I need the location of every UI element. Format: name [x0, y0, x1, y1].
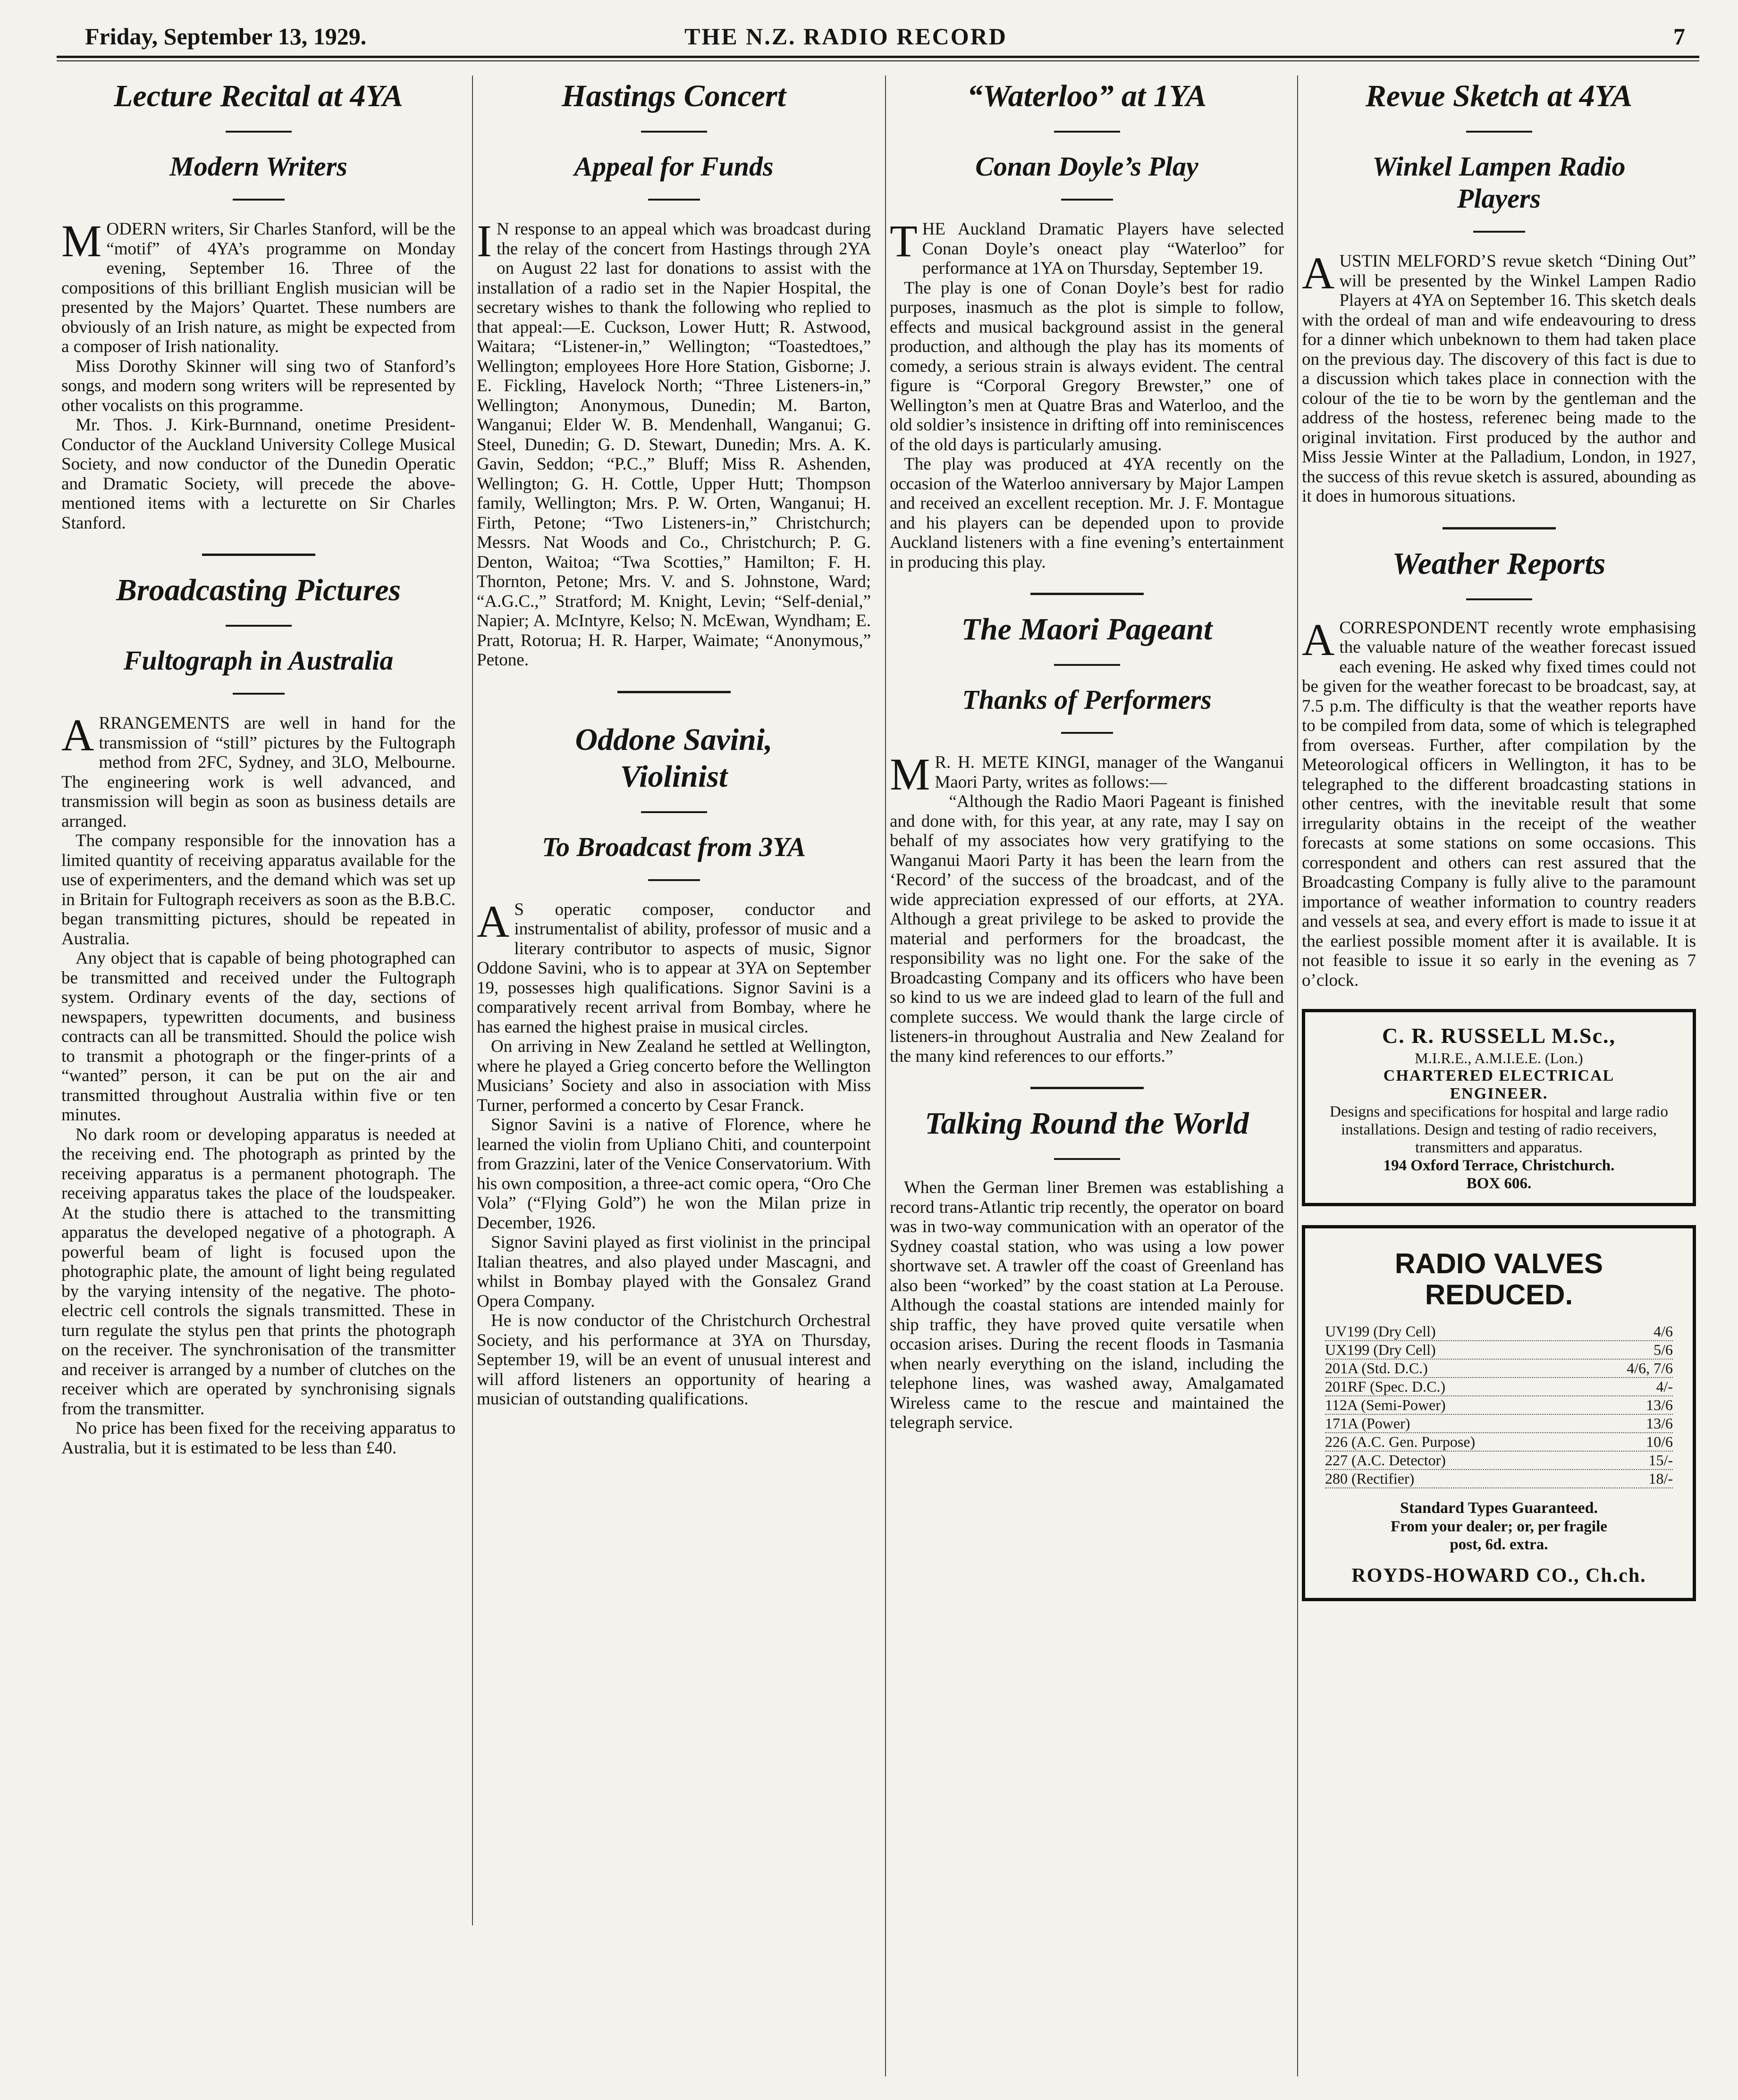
- article-waterloo: [890, 78, 1284, 572]
- issue-date: Friday, September 13, 1929.: [85, 23, 367, 50]
- valve-row: UX199 (Dry Cell) 5/6: [1325, 1341, 1673, 1360]
- article-broadcasting-pictures: [61, 572, 456, 1458]
- headline: Revue Sketch at 4YA: [1365, 79, 1633, 113]
- paragraph: AUSTIN MELFORD’S revue sketch “Dining Out” will be presented by the Winkel Lampen Radio Players at 4YA on September 16. This sketch deals with the ordeal of man and wife endeavouring to dress for a dinner which unbeknown to them had taken place on the previous day. The discovery of this fact is due to a discussion which takes place in connection with the colour of the tie to be worn by the gentleman and the address of the hostess, referenec being made to the original invitation. First produced by the author and Miss Jessie Winter at the Palladium, London, in 1927, the success of this revue sketch is assured, abounding as it does in humorous situations.: [1302, 248, 1696, 506]
- paragraph: ACORRESPONDENT recently wrote emphasising the valuable nature of the weather forecast issued each evening. He asked why fixed times could not be given for the weather forecast to be broadcast, say, at 7.5 p.m. The difficulty is that the weather reports have to be compiled from data, some of which is telegraphed from overseas. Further, after compilation by the Meteorological officers in Wellington, it has to be telegraphed to the different broadcasting stations in other centres, with the inevitable result that some irregularity obtains in the receipt of the weather forecasts at some stations on some occasions. This correspondent and others can rest assured that the Broadcasting Company is fully alive to the paramount importance of weather information to country readers and vessels at sea, and every effort is made to issue it at the earliest possible moment after it is available. It is not feasible to issue it so early in the evening as 7 o’clock.: [1302, 614, 1696, 990]
- drop-cap: I: [477, 216, 492, 266]
- ad-address: 194 Oxford Terrace, Christchurch.: [1383, 1157, 1615, 1174]
- headline: “Waterloo” at 1YA: [967, 79, 1207, 113]
- masthead: [57, 19, 1695, 53]
- headline: Broadcasting Pictures: [116, 573, 401, 607]
- paragraph: A S operatic composer, conductor and instrumentalist of ability, professor of music and a literary contributor to aspects of music, Signor Oddone Savini, who is to appear at 3YA on September 19, possesses high qualifications. Signor Savini is a comparatively recent arrival from Bombay, where he has earned the highest praise in musical circles.: [477, 896, 871, 1037]
- drop-cap: A: [1302, 614, 1335, 665]
- paragraph: Any object that is capable of being photographed can be transmitted and received under the Fultograph system. Ordinary events of the day, sections of newspapers, typewritten documents, and business contracts can all be transmitted. Should the police wish to transmit a photograph or the finger-prints of a “wanted” person, it can be put on the air and transmitted throughout Australia within five or ten minutes.: [61, 949, 456, 1125]
- ad-name: C. R. RUSSELL M.Sc.,: [1382, 1024, 1616, 1048]
- rule: [233, 693, 285, 695]
- article-separator: [1030, 593, 1144, 595]
- subheadline: To Broadcast from 3YA: [541, 831, 806, 862]
- headline: Weather Reports: [1392, 546, 1606, 581]
- column-divider: [472, 76, 473, 1925]
- paragraph: The company responsible for the innovation has a limited quantity of receiving apparatus available for the use of experimenters, and the demand which was set up in Britain for Fultograph receivers as soon as the B.B.C. began transmitting pictures, should be repeated in Australia.: [61, 831, 456, 949]
- paragraph: Signor Savini is a native of Florence, where he learned the violin from Upliano Chiti, and counterpoint from Grazzini, later of the Venice Conservatorium. With his own composition, a three-act comic opera, “Oro Che Vola” (“Flying Gold”) he won the Milan prize in December, 1926.: [477, 1115, 871, 1233]
- valve-row: 201A (Std. D.C.) 4/6, 7/6: [1325, 1360, 1673, 1378]
- subheadline: Modern Writers: [169, 151, 347, 182]
- headline: Hastings Concert: [562, 79, 786, 113]
- paragraph: “Although the Radio Maori Pageant is finished and done with, for this year, at any rate, may I say on behalf of my associates how very gratifying to the Wanganui Maori Party it has been the learn from the ‘Record’ of the success of the broadcast, and of the wide appreciation expressed of our efforts, at 2YA. Although a great privilege to be asked to provide the material and performers for the broadcast, the responsibility was no light one. For the sake of the Broadcasting Company and its officers who have been so kind to us we are indeed glad to learn of the full and complete success. We would thank the large circle of listeners-in throughout Australia and New Zealand for the many kind references to our efforts.”: [890, 792, 1284, 1066]
- paragraph: I N response to an appeal which was broadcast during the relay of the concert from Hastings through 2YA on August 22 last for donations to assist with the installation of a radio set in the Napier Hospital, the secretary wishes to thank the following who replied to that appeal:—E. Cuckson, Lower Hutt; R. Astwood, Waitara; “Listener-in,” Wellington; “Toastedtoes,” Wellington; employees Hore Hore Station, Gisborne; J. E. Fickling, Havelock North; “Three Listeners-in,” Wellington; Anonymous, Dunedin; M. Barton, Wanganui; Elder W. B. Mendenhall, Wanganui; G. Steel, Dunedin; G. D. Stewart, Dunedin; Mrs. A. K. Gavin, Seddon; “P.C.,” Bluff; Miss R. Ashenden, Wellington; G. H. Cottle, Upper Hutt; Thompson family, Wellington; Mrs. P. W. Orten, Wanganui; H. Firth, Petone; “Two Listeners-in,” Christchurch; Messrs. Nat Woods and Co., Christchurch; P. G. Denton, Waitoa; “Twa Scotties,” Hamilton; F. H. Thornton, Petone; Mrs. V. and S. Johnstone, Ward; “A.G.C.,” Stratford; M. Knight, Levin; “Self-denial,” Napier; A. McIntyre, Kelso; N. McEwan, Wyndham; E. Pratt, Rotorua; H. R. Harper, Waimate; “Anonymous,” Petone.: [477, 216, 871, 670]
- rule: [1466, 131, 1532, 133]
- ad-firm-name: ROYDS-HOWARD CO., Ch.ch.: [1351, 1565, 1646, 1587]
- ad-title: RADIO VALVES: [1394, 1248, 1603, 1279]
- article-separator: [1443, 527, 1556, 529]
- ad-qualifications: M.I.R.E., A.M.I.E.E. (Lon.): [1415, 1050, 1583, 1067]
- paragraph: M R. H. METE KINGI, manager of the Wanganui Maori Party, writes as follows:—: [890, 749, 1284, 799]
- article-lecture-recital: [61, 78, 456, 533]
- rule: [226, 131, 292, 133]
- advertisement-russell: [1302, 1009, 1696, 1206]
- paragraph: THE Auckland Dramatic Players have selected Conan Doyle’s oneact play “Waterloo” for performance at 1YA on Thursday, September 19.: [890, 216, 1284, 278]
- column-1: [61, 68, 456, 2079]
- valve-row: 171A (Power) 13/6: [1325, 1415, 1673, 1433]
- rule: [1473, 231, 1525, 233]
- article-weather-reports: [1302, 546, 1696, 991]
- headline: Talking Round the World: [925, 1106, 1249, 1141]
- valve-row: 226 (A.C. Gen. Purpose) 10/6: [1325, 1433, 1673, 1452]
- ad-box: BOX 606.: [1466, 1175, 1532, 1192]
- paragraph: The play is one of Conan Doyle’s best for radio purposes, inasmuch as the plot is simple to follow, effects and musical background assist in the general production, and although the play has its moments of comedy, a serious strain is always evident. The central figure is “Corporal Gregory Brewster,” one of Wellington’s men at Quatre Bras and Waterloo, and the old soldier’s insistence in drifting off into reminiscences of the old days is particularly amusing.: [890, 278, 1284, 454]
- rule: [233, 199, 285, 201]
- paragraph: Miss Dorothy Skinner will sing two of Stanford’s songs, and modern song writers will be represented by other vocalists on this programme.: [61, 356, 456, 415]
- ad-guarantee: Standard Types Guaranteed.: [1400, 1499, 1598, 1517]
- masthead-rule-thin: [57, 60, 1699, 61]
- headline: The Maori Pageant: [961, 612, 1213, 647]
- article-maori-pageant: [890, 611, 1284, 1066]
- article-separator: [202, 554, 315, 556]
- valve-row: UV199 (Dry Cell) 4/6: [1325, 1323, 1673, 1341]
- column-4: [1302, 68, 1696, 2079]
- advertisement-radio-valves: [1302, 1225, 1696, 1601]
- ad-title: ENGINEER.: [1450, 1085, 1548, 1102]
- drop-cap: A: [477, 896, 510, 947]
- rule: [1054, 664, 1120, 666]
- article-oddone-savini: [477, 722, 871, 1409]
- column-divider: [885, 76, 886, 2076]
- ad-title: REDUCED.: [1425, 1279, 1573, 1310]
- masthead-rule: [57, 56, 1699, 58]
- publication-title: THE N.Z. RADIO RECORD: [684, 23, 1007, 50]
- headline: Lecture Recital at 4YA: [114, 79, 403, 113]
- valve-row: 112A (Semi-Power) 13/6: [1325, 1396, 1673, 1415]
- paragraph: No price has been fixed for the receiving apparatus to Australia, but it is estimated to be less than £40.: [61, 1419, 456, 1458]
- subheadline: Fultograph in Australia: [123, 645, 394, 676]
- ad-note: post, 6d. extra.: [1450, 1536, 1548, 1553]
- paragraph: ARRANGEMENTS are well in hand for the transmission of “still” pictures by the Fultograph method from 2FC, Sydney, and 3LO, Melbourne. The engineering work is well advanced, and transmission will begin as soon as business details are arranged.: [61, 710, 456, 831]
- drop-cap: T: [890, 216, 918, 266]
- article-separator: [1030, 1087, 1144, 1089]
- drop-cap: M: [61, 216, 102, 266]
- valve-row: 280 (Rectifier) 18/-: [1325, 1470, 1673, 1488]
- article-separator: [617, 691, 731, 693]
- rule: [226, 625, 292, 627]
- headline: Oddone Savini, Violinist: [575, 722, 773, 794]
- paragraph: The play was produced at 4YA recently on the occasion of the Waterloo anniversary by Major Lampen and received an excellent reception. Mr. J. F. Montague and his players can be depended upon to provide Auckland listeners with a fine evening’s entertainment in producing this play.: [890, 454, 1284, 572]
- ad-description: Designs and specifications for hospital and large radio installations. Design and testing of radio receivers, transmitters and apparatus.: [1330, 1103, 1668, 1156]
- rule: [648, 879, 700, 881]
- paragraph: Mr. Thos. J. Kirk-Burnnand, onetime President-Conductor of the Auckland University College Musical Society, and now conductor of the Dunedin Operatic and Dramatic Society, will precede the above-mentioned items with a lecturette on Sir Charles Stanford.: [61, 415, 456, 533]
- subheadline: Conan Doyle’s Play: [975, 151, 1198, 182]
- column-3: [890, 68, 1284, 2079]
- valve-row: 227 (A.C. Detector) 15/-: [1325, 1452, 1673, 1470]
- rule: [641, 131, 707, 133]
- paragraph: Signor Savini played as first violinist in the principal Italian theatres, and also played under Mascagni, and whilst in Bombay played with the Gonsalez Grand Opera Company.: [477, 1233, 871, 1311]
- subheadline: Appeal for Funds: [574, 151, 774, 182]
- valve-price-list: [1316, 1323, 1681, 1488]
- article-hastings-concert: [477, 78, 871, 670]
- drop-cap: A: [1302, 248, 1335, 298]
- column-divider: [1297, 76, 1298, 2076]
- drop-cap: A: [61, 710, 94, 760]
- rule: [1061, 732, 1113, 734]
- subheadline: Winkel Lampen Radio Players: [1372, 151, 1626, 214]
- drop-cap: M: [890, 749, 930, 799]
- rule: [641, 811, 707, 813]
- paragraph: He is now conductor of the Christchurch Orchestral Society, and his performance at 3YA on Thursday, September 19, will be an event of unusual interest and will afford listeners an opportunity of hearing a musician of outstanding qualifications.: [477, 1311, 871, 1409]
- rule: [1054, 1158, 1120, 1160]
- ad-title: CHARTERED ELECTRICAL: [1383, 1067, 1615, 1084]
- paragraph: No dark room or developing apparatus is needed at the receiving end. The photograph as printed by the receiving apparatus is a permanent photograph. The receiving apparatus takes the place of the loudspeaker. At the studio there is attached to the transmitting apparatus the developed negative of a photograph. A powerful beam of light is focused upon the photographic plate, the amount of light being regulated by the varying intensity of the negative. The photo-electric cell controls the signals transmitted. These in turn regulate the stylus pen that prints the photograph on the receiver. The synchronisation of the transmitter and receiver is arranged by a number of clutches on the receiver which are operated by synchronising signals from the transmitter.: [61, 1125, 456, 1419]
- ad-note: From your dealer; or, per fragile: [1391, 1518, 1607, 1535]
- column-2: [477, 68, 871, 2079]
- rule: [1466, 598, 1532, 600]
- rule: [1054, 131, 1120, 133]
- paragraph: MODERN writers, Sir Charles Stanford, will be the “motif” of 4YA’s programme on Monday evening, September 16. Three of the compositions of this brilliant English musician will be presented by the Majors’ Quartet. These numbers are obviously of an Irish nature, as might be expected from a composer of Irish nationality.: [61, 216, 456, 356]
- article-revue-sketch: [1302, 78, 1696, 506]
- paragraph: On arriving in New Zealand he settled at Wellington, where he played a Grieg concerto before the Wellington Musicians’ Society and also in association with Miss Turner, performed a concerto by Cesar Franck.: [477, 1037, 871, 1115]
- valve-row: 201RF (Spec. D.C.) 4/-: [1325, 1378, 1673, 1396]
- rule: [648, 199, 700, 201]
- article-talking-round-the-world: [890, 1105, 1284, 1433]
- paragraph: When the German liner Bremen was establishing a record trans-Atlantic trip recently, the operator on board was in two-way communication with an operator of the Sydney coastal station, who was using a low power shortwave set. A trawler off the coast of Greenland has also been “worked” by the coast station at La Perouse. Although the coastal stations are intended mainly for ship traffic, they have proved quite versatile when occasion arises. During the recent floods in Tasmania when nearly everything on the island, including the telephone lines, was washed away, Amalgamated Wireless came to the rescue and maintained the telegraph service.: [890, 1178, 1284, 1432]
- rule: [1061, 199, 1113, 201]
- page-number: 7: [1673, 23, 1685, 50]
- subheadline: Thanks of Performers: [962, 684, 1212, 715]
